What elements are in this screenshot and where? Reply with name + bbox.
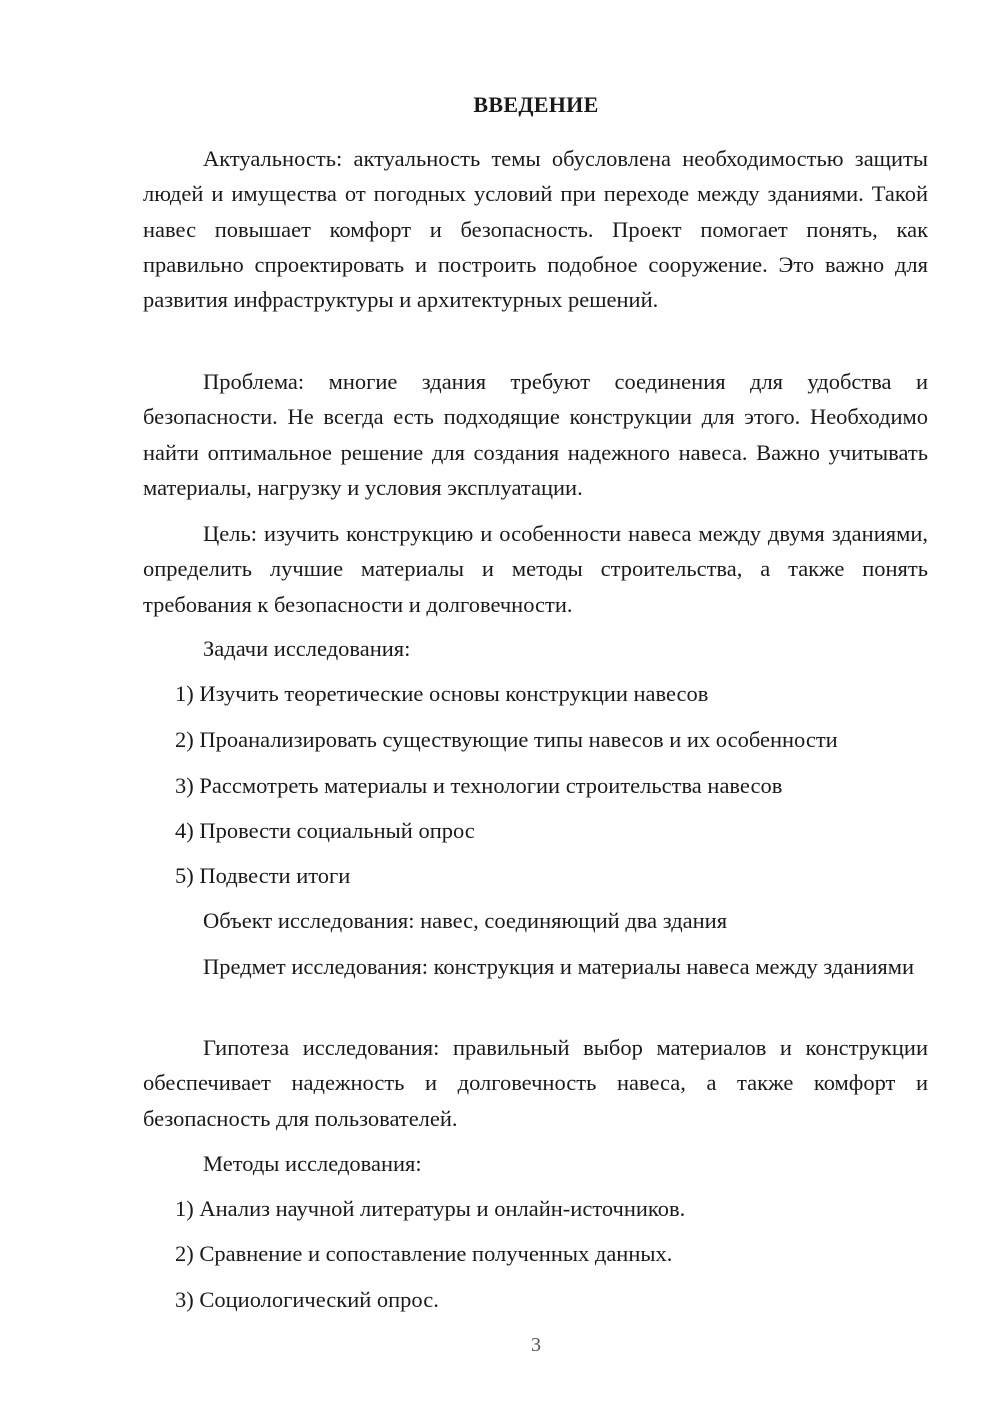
method-item: 3) Социологический опрос. <box>175 1287 439 1312</box>
goal-paragraph: Цель: изучить конструкцию и особенности навеса между двумя зданиями, определить лучшие материалы и методы строительства, а также понять требования к безопасности и долговечности. <box>143 521 928 617</box>
method-item: 1) Анализ научной литературы и онлайн-источников. <box>175 1196 686 1221</box>
task-item: 2) Проанализировать существующие типы навесов и их особенности <box>175 727 838 752</box>
problem-paragraph: Проблема: многие здания требуют соединения для удобства и безопасности. Не всегда есть подходящие конструкции для этого. Необходимо найти оптимальное решение для создания надежного навеса. Важно учитывать материалы, нагрузку и условия эксплуатации. <box>143 369 928 500</box>
task-item: 4) Провести социальный опрос <box>175 818 475 843</box>
object-line: Объект исследования: навес, соединяющий два здания <box>203 908 728 933</box>
tasks-label: Задачи исследования: <box>203 636 411 661</box>
hypothesis-paragraph: Гипотеза исследования: правильный выбор материалов и конструкции обеспечивает надежность и долговечность навеса, а также комфорт и безопасность для пользователей. <box>143 1035 928 1131</box>
section-heading: ВВЕДЕНИЕ <box>473 92 599 117</box>
method-item: 2) Сравнение и сопоставление полученных данных. <box>175 1241 673 1266</box>
task-item: 1) Изучить теоретические основы конструкции навесов <box>175 681 709 706</box>
task-item: 3) Рассмотреть материалы и технологии строительства навесов <box>175 773 783 798</box>
relevance-paragraph: Актуальность: актуальность темы обусловлена необходимостью защиты людей и имущества от погодных условий при переходе между зданиями. Такой навес повышает комфорт и безопасность. Проект помогает понять, как правильно спроектировать и построить подобное сооружение. Это важно для развития инфраструктуры и архитектурных решений. <box>143 146 928 313</box>
subject-paragraph: Предмет исследования: конструкция и материалы навеса между зданиями <box>203 954 915 979</box>
task-item: 5) Подвести итоги <box>175 863 351 888</box>
page-number: 3 <box>531 1334 541 1356</box>
methods-label: Методы исследования: <box>203 1151 422 1176</box>
